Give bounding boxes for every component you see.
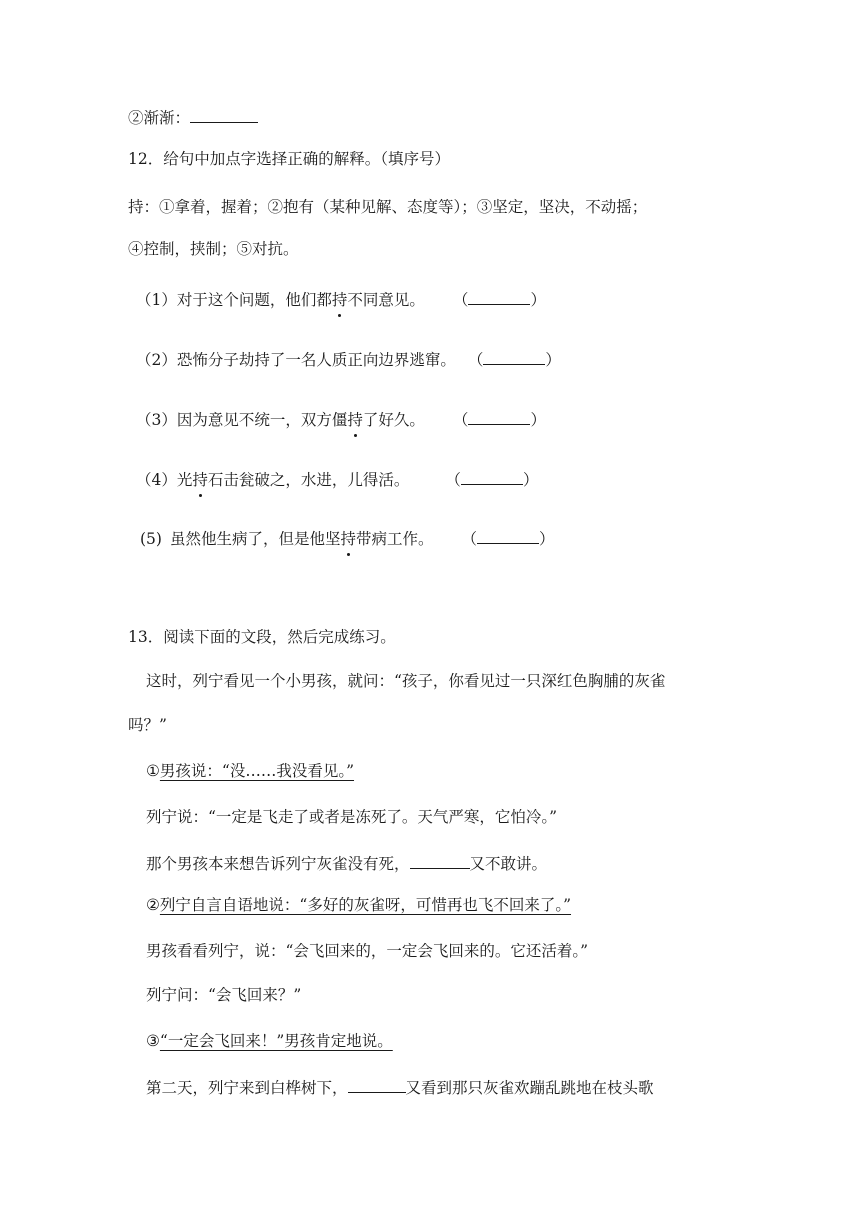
q12-item-5 (140, 527, 555, 550)
passage-paragraph-3 (146, 852, 547, 875)
paragraph-text: 又不敢讲。 (469, 855, 548, 873)
paren-close: ） (522, 471, 539, 489)
q12-item-3 (136, 408, 546, 431)
answer-blank[interactable] (468, 288, 530, 305)
item-number: （4） (136, 471, 177, 489)
paragraph-text: 又看到那只灰雀欢蹦乱跳地在枝头歌 (405, 1079, 654, 1097)
answer-blank[interactable] (468, 408, 530, 425)
passage-paragraph-4: 男孩看看列宁，说：“会飞回来的，一定会飞回来的。它还活着。” (146, 942, 589, 960)
paragraph-text: 第二天，列宁来到白桦树下， (146, 1079, 348, 1097)
dotted-character: 持 (331, 291, 348, 309)
passage-paragraph-5: 列宁问：“会飞回来？” (146, 986, 302, 1004)
item-text: 虽然他生病了，但是他坚 (169, 530, 341, 548)
item-text: 对于这个问题，他们都 (176, 291, 332, 309)
item-number: (5) (140, 530, 162, 548)
underlined-sentence-2 (146, 894, 571, 916)
q12-definition-line-2: ④控制，挟制；⑤对抗。 (128, 240, 299, 258)
answer-blank[interactable] (410, 852, 470, 869)
sentence-text: “一定会飞回来！”男孩肯定地说。 (159, 1032, 393, 1050)
answer-blank[interactable] (477, 527, 539, 544)
passage-paragraph-1-line-2: 吗？” (128, 716, 167, 734)
circled-number-2: ② (146, 896, 160, 914)
q11-item-2-label: ②渐渐： (128, 109, 191, 127)
passage-paragraph-2: 列宁说：“一定是飞走了或者是冻死了。天气严寒，它怕冷。” (146, 808, 558, 826)
answer-blank[interactable] (461, 468, 523, 485)
item-text: 光 (176, 471, 193, 489)
answer-blank[interactable] (348, 1076, 406, 1093)
item-number: （3） (136, 411, 177, 429)
q12-definition-line-1: 持：①拿着，握着；②抱有（某种见解、态度等）；③坚定，坚决，不动摇； (128, 198, 648, 216)
item-text: 不同意见。 (347, 291, 425, 309)
q12-title: 12．给句中加点字选择正确的解释。（填序号） (128, 150, 450, 168)
paren-close: ） (539, 530, 555, 548)
circled-number-1: ① (146, 762, 160, 780)
q12-item-4 (136, 468, 538, 491)
item-number: （2） (136, 351, 177, 369)
paren-open: （ (467, 351, 484, 369)
q13-title: 13．阅读下面的文段，然后完成练习。 (128, 628, 396, 646)
item-text: 了好久。 (362, 411, 425, 429)
item-text: 恐怖分子劫持了一名人质正向边界逃窜。 (176, 351, 456, 369)
q11-item-2 (128, 106, 258, 129)
dotted-character: 持 (340, 530, 356, 548)
paren-close: ） (545, 351, 561, 369)
paren-close: ） (530, 411, 546, 429)
item-number: （1） (136, 291, 177, 309)
paren-close: ） (530, 291, 546, 309)
sentence-text: 列宁自言自语地说：“多好的灰雀呀，可惜再也飞不回来了。” (159, 896, 572, 914)
paren-open: （ (452, 291, 469, 309)
answer-blank[interactable] (190, 106, 258, 123)
underlined-sentence-3 (146, 1030, 393, 1052)
dotted-character: 持 (192, 471, 208, 489)
q12-item-1 (136, 288, 546, 311)
paren-open: （ (445, 471, 461, 489)
paren-open: （ (452, 411, 469, 429)
item-text: 石击瓮破之，水进，儿得活。 (207, 471, 410, 489)
dotted-character: 持 (347, 411, 363, 429)
passage-paragraph-1-line-1: 这时，列宁看见一个小男孩，就问：“孩子，你看见过一只深红色胸脯的灰雀 (146, 672, 666, 690)
circled-number-3: ③ (146, 1032, 160, 1050)
sentence-text: 男孩说：“没……我没看见。” (159, 762, 355, 780)
paren-open: （ (461, 530, 478, 548)
paragraph-text: 那个男孩本来想告诉列宁灰雀没有死， (146, 855, 410, 873)
answer-blank[interactable] (483, 348, 545, 365)
q12-item-2 (136, 348, 561, 371)
item-text: 带病工作。 (356, 530, 434, 548)
item-text: 因为意见不统一，双方僵 (176, 411, 348, 429)
underlined-sentence-1 (146, 760, 354, 782)
passage-paragraph-6 (146, 1076, 654, 1099)
